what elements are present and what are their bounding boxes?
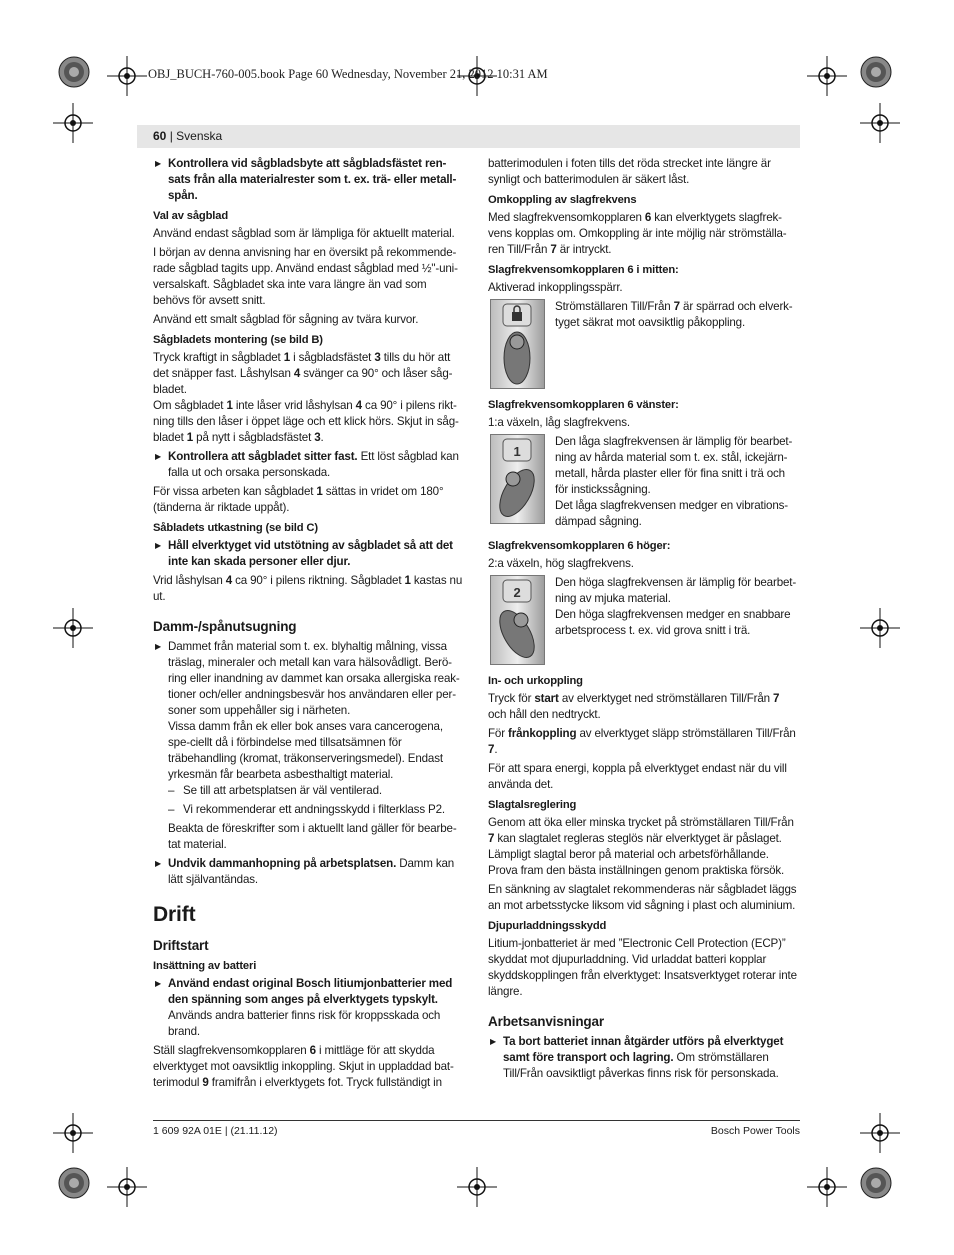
star-target-mark bbox=[58, 1167, 90, 1199]
bullet-item: ▶ Dammet från material som t. ex. blyhaltig målning, vissa träslag, mineraler och metall kan vara hälsovådligt. Berö-ring eller inandning av dammet kan orsaka allergiska reak-tioner och/eller andningsbesvär hos användaren eller per-soner som uppehåller sig i närheten. bbox=[153, 639, 465, 719]
star-target-mark bbox=[860, 56, 892, 88]
paragraph: Vissa damm från ek eller bok anses vara cancerogena, spe-ciellt då i förbindelse med tillsatsämnen för träbehandling (kromat, träkonserveringsmedel). Endast yrkesmän får bearbeta asbesthaltigt material. bbox=[168, 720, 443, 781]
switch-description: Den låga slagfrekvensen är lämplig för bearbet-ning av hårda material som t. ex. stål, ickejärn-metall, hårda plaster eller för fina snitt i trä och för instickssågning. Det låga slagfrekvensen medger en vibrations-dämpad sågning. bbox=[555, 435, 793, 528]
paragraph: En sänkning av slagtalet rekommenderas när sågbladet läggs an mot arbetsstycke liksom vid sågning i plast och aluminium. bbox=[488, 883, 797, 912]
paragraph: Används andra batterier finns risk för kroppsskada och brand. bbox=[168, 1009, 441, 1038]
paragraph: Beakta de föreskrifter som i aktuellt land gäller för bearbe-tat material. bbox=[168, 822, 457, 851]
paragraph: Genom att öka eller minska trycket på strömställaren Till/Från 7 kan slagtalet regleras steglös när elverktyget är påslaget. bbox=[488, 816, 794, 845]
subheading: Slagtalsreglering bbox=[488, 799, 577, 811]
paragraph: Aktiverad inkopplingsspärr. bbox=[488, 281, 623, 294]
star-target-mark bbox=[860, 1167, 892, 1199]
section-heading: Damm-/spånutsugning bbox=[153, 619, 297, 634]
paragraph: Använd ett smalt sågblad för sågning av tvära kurvor. bbox=[153, 313, 419, 326]
bullet-item: ▶ Håll elverktyget vid utstötning av sågbladet så att det inte kan skada personer eller djur. bbox=[153, 538, 465, 570]
paragraph: Tryck kraftigt in sågbladet 1 i sågbladsfästet 3 tills du hör att det snäpper fast. Låshylsan 4 svänger ca 90° och låser såg-bladet. bbox=[153, 351, 453, 396]
registration-mark bbox=[457, 1167, 497, 1207]
lock-icon bbox=[491, 300, 544, 388]
subheading: Djupurladdningsskydd bbox=[488, 920, 607, 932]
paragraph: För vissa arbeten kan sågbladet 1 sättas in vridet om 180° (tänderna är riktade uppåt). bbox=[153, 485, 444, 514]
paragraph: Vrid låshylsan 4 ca 90° i pilens riktning. Sågbladet 1 kastas nu ut. bbox=[153, 574, 463, 603]
section-heading: Driftstart bbox=[153, 938, 209, 953]
registration-mark bbox=[807, 56, 847, 96]
subheading: Slagfrekvensomkopplaren 6 höger: bbox=[488, 540, 671, 552]
switch-figure-right bbox=[488, 575, 800, 665]
registration-mark bbox=[53, 608, 93, 648]
paragraph: Ställ slagfrekvensomkopplaren 6 i mittläge för att skydda elverktyget mot oavsiktlig inkoppling. Skjut in uppladdad bat-terimodul 9 framifrån i elverktygets fot. Tryck fullständigt in bbox=[153, 1044, 454, 1089]
paragraph: 1:a växeln, låg slagfrekvens. bbox=[488, 416, 630, 429]
switch-position-image bbox=[490, 575, 545, 665]
registration-mark bbox=[860, 608, 900, 648]
bullet-item: ▶ Kontrollera vid sågbladsbyte att sågbladsfästet ren-sats från alla materialrester som t. ex. trä- eller metall-spån. bbox=[153, 156, 465, 204]
switch-description: Den höga slagfrekvensen är lämplig för bearbet-ning av mjuka material. Den höga slagfrekvensen medger en snabbare arbetsprocess t. ex. vid grova snitt i trä. bbox=[555, 576, 797, 637]
paragraph: 2:a växeln, hög slagfrekvens. bbox=[488, 557, 634, 570]
registration-mark bbox=[107, 1167, 147, 1207]
subheading: Slagfrekvensomkopplaren 6 vänster: bbox=[488, 399, 679, 411]
paragraph: För frånkoppling av elverktyget släpp strömställaren Till/Från 7. bbox=[488, 727, 796, 756]
paragraph: Litium-jonbatteriet är med ”Electronic Cell Protection (ECP)” skyddat mot djupurladdning. Vid urladdat batteri kopplar skyddskopplingen från elverktyget: Insatsverktyget roterar inte längre. bbox=[488, 937, 797, 998]
paragraph: Använd endast sågblad som är lämpliga för aktuellt material. bbox=[153, 227, 455, 240]
subheading: In- och urkoppling bbox=[488, 675, 583, 687]
switch-figure-middle bbox=[488, 299, 800, 389]
subheading: Omkoppling av slagfrekvens bbox=[488, 194, 637, 206]
dash-item: – Vi rekommenderar ett andningsskydd i filterklass P2. bbox=[153, 802, 465, 818]
gear-number-label: 2 bbox=[513, 585, 521, 600]
paragraph: batterimodulen i foten tills det röda strecket inte längre är synligt och batterimodulen är säkert låst. bbox=[488, 157, 771, 186]
switch-position-image bbox=[490, 434, 545, 524]
paragraph: Med slagfrekvensomkopplaren 6 kan elverktygets slagfrek-vens kopplas om. Omkoppling är inte möjlig när strömställa-ren Till/Från 7 är intryckt. bbox=[488, 211, 787, 256]
bullet-item: ▶ Använd endast original Bosch litiumjonbatterier med den spänning som anges på elverktygets typskylt. bbox=[153, 976, 465, 1008]
book-slug-line: OBJ_BUCH-760-005.book Page 60 Wednesday, November 21, 2012 10:31 AM bbox=[148, 67, 548, 81]
registration-mark bbox=[53, 1113, 93, 1153]
chapter-heading: Drift bbox=[153, 903, 196, 926]
switch-figure-left bbox=[488, 434, 800, 530]
bullet-item: ▶ Undvik dammanhopning på arbetsplatsen. Damm kan lätt självantändas. bbox=[153, 856, 465, 888]
page-header: 60 | Svenska bbox=[137, 125, 800, 148]
page-number: 60 bbox=[153, 129, 167, 143]
bullet-item: ▶ Kontrollera att sågbladet sitter fast. Ett löst sågblad kan falla ut och orsaka personskada. bbox=[153, 449, 465, 481]
paragraph: Tryck för start av elverktyget ned strömställaren Till/Från 7 och håll den nedtryckt. bbox=[488, 692, 780, 721]
subheading: Val av sågblad bbox=[153, 210, 229, 222]
registration-mark bbox=[807, 1167, 847, 1207]
gear-number-label: 1 bbox=[513, 444, 521, 459]
section-name: Svenska bbox=[176, 129, 223, 143]
subheading: Insättning av batteri bbox=[153, 960, 257, 972]
footer-brand: Bosch Power Tools bbox=[710, 1125, 800, 1137]
star-target-mark bbox=[58, 56, 90, 88]
switch-position-image bbox=[490, 299, 545, 389]
footer-doc-number: 1 609 92A 01E | (21.11.12) bbox=[153, 1125, 278, 1137]
registration-mark bbox=[107, 56, 147, 96]
registration-mark bbox=[860, 1113, 900, 1153]
registration-mark bbox=[53, 103, 93, 143]
right-column bbox=[488, 156, 800, 1085]
paragraph: För att spara energi, koppla på elverktyget endast när du vill använda det. bbox=[488, 762, 787, 791]
bullet-item: ▶ Ta bort batteriet innan åtgärder utförs på elverktyget samt före transport och lagring. Om strömställaren Till/Från oavsiktligt påverkas finns risk för personskada. bbox=[488, 1034, 800, 1082]
subheading: Slagfrekvensomkopplaren 6 i mitten: bbox=[488, 264, 679, 276]
paragraph: Om sågbladet 1 inte låser vrid låshylsan 4 ca 90° i pilens rikt-ning tills den låser i öppet läge och ett klick hörs. Skjut in såg-bladet 1 på nytt i sågbladsfästet 3. bbox=[153, 399, 459, 444]
subheading: Sågbladets montering (se bild B) bbox=[153, 334, 323, 346]
footer-rule bbox=[153, 1120, 800, 1121]
dash-item: – Se till att arbetsplatsen är väl ventilerad. bbox=[153, 783, 465, 799]
section-heading: Arbetsanvisningar bbox=[488, 1014, 604, 1029]
paragraph: I början av denna anvisning har en översikt på rekommende-rade sågblad tagits upp. Använd endast sågblad med ½"-uni-versalskaft. Sågbladet ska inte vara längre än vad som behövs för avsett snitt. bbox=[153, 246, 458, 307]
switch-description: Strömställaren Till/Från 7 är spärrad och elverk-tyget säkrat mot oavsiktlig påkoppling. bbox=[555, 300, 793, 329]
subheading: Såbladets utkastning (se bild C) bbox=[153, 522, 318, 534]
left-column bbox=[153, 156, 465, 1094]
registration-mark bbox=[860, 103, 900, 143]
paragraph: Lämpligt slagtal beror på material och arbetsförhållande. Prova fram den bästa inställningen genom praktiska försök. bbox=[488, 848, 785, 877]
